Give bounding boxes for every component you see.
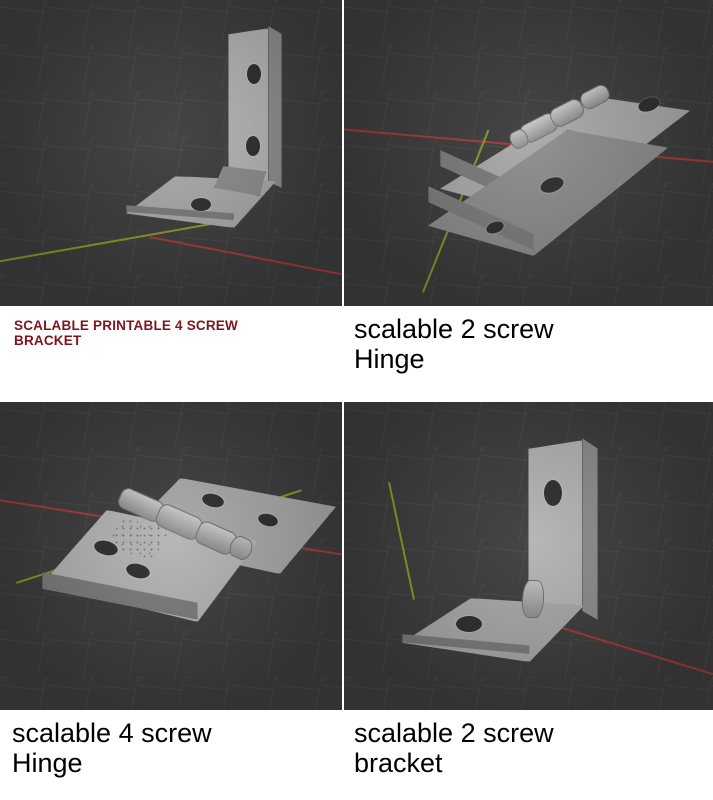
caption-line-1: SCALABLE PRINTABLE 4 SCREW [14,318,238,333]
caption-line-2: Hinge [12,748,83,779]
base-screw-hole [456,616,482,632]
column-divider-top [342,0,344,398]
caption-line-1: scalable 2 screw [354,314,554,344]
viewport-4-screw-hinge[interactable] [0,402,342,710]
bracket-flange-edge [582,438,598,620]
viewport-2-screw-hinge[interactable] [344,0,713,306]
caption-4-screw-bracket [0,306,342,398]
caption-line-2: bracket [354,748,443,779]
screw-hole-upper [544,480,562,506]
screw-hole-upper [247,64,261,84]
caption-line-2: BRACKET [14,333,82,349]
caption-line-1: scalable 2 screw [354,718,554,748]
caption-line-1: scalable 4 screw [12,718,212,748]
screw-hole-lower [246,136,260,156]
viewport-4-screw-bracket[interactable] [0,0,342,306]
base-screw-hole [191,198,211,211]
viewport-grid [0,0,342,306]
caption-2-screw-bracket [344,710,713,800]
column-divider-bottom [342,402,344,800]
bracket-flange-edge [268,26,282,188]
viewport-2-screw-bracket[interactable] [344,402,713,710]
bracket-vertical-flange [228,28,270,188]
caption-2-screw-hinge [344,306,713,398]
caption-4-screw-hinge [0,710,342,800]
caption-line-2: Hinge [354,344,425,375]
